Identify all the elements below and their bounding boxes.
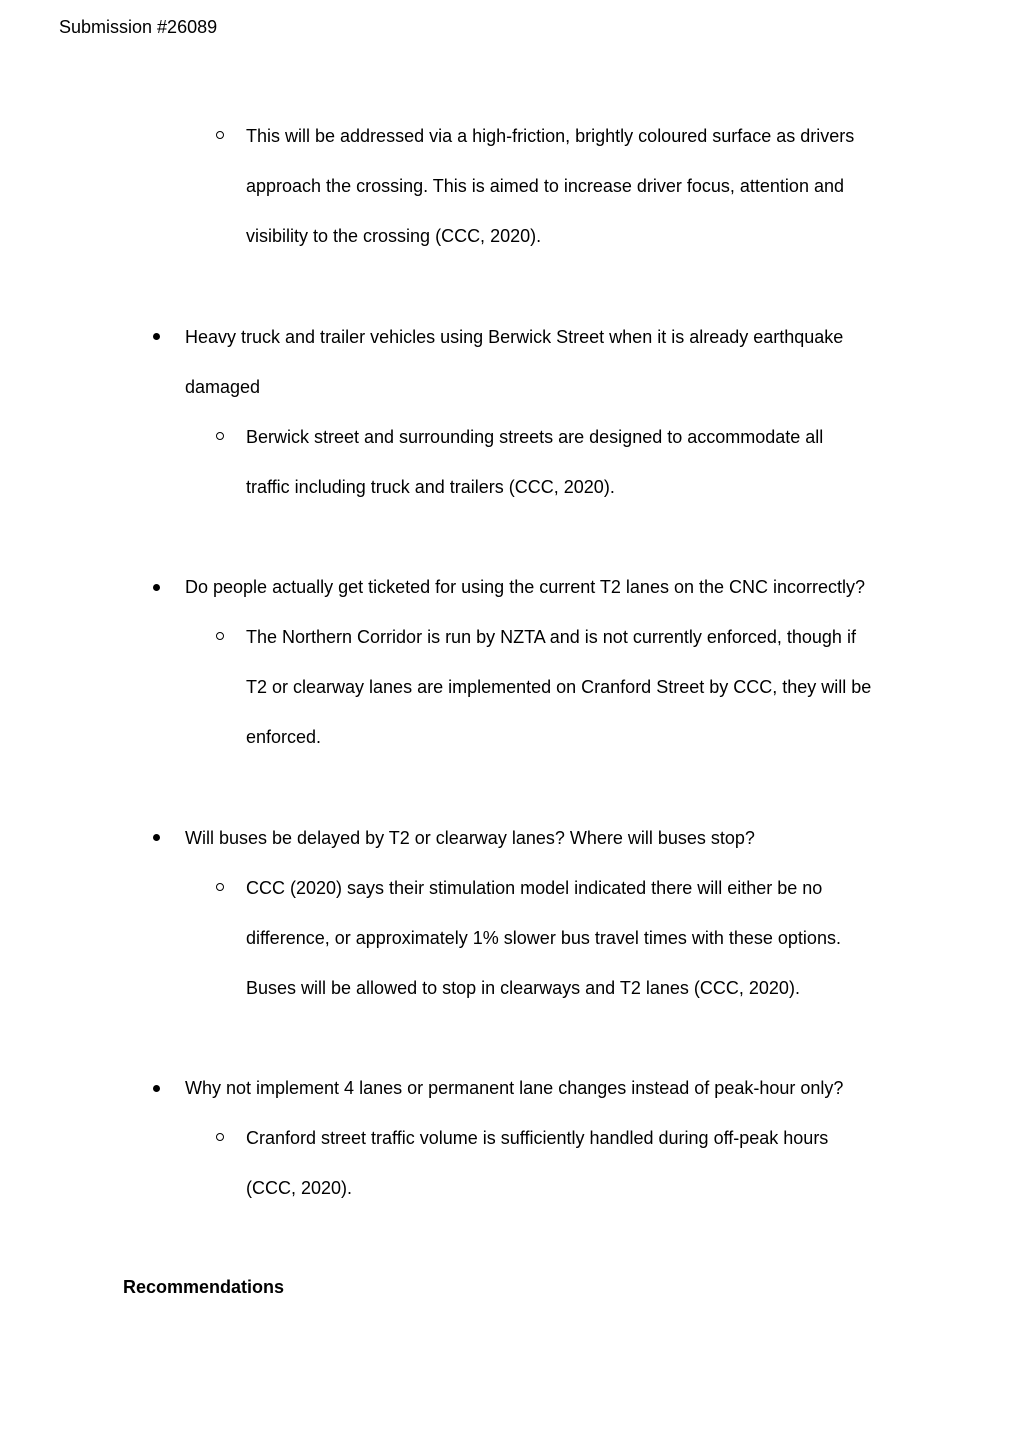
bullet-text-line: Will buses be delayed by T2 or clearway lanes? Where will buses stop? (185, 828, 755, 848)
bullet-icon (153, 584, 160, 591)
bullet-text-line: Heavy truck and trailer vehicles using Berwick Street when it is already earthquake (185, 327, 844, 347)
sub-text-line: The Northern Corridor is run by NZTA and is not currently enforced, though if (246, 627, 856, 647)
sub-bullet-icon (216, 131, 224, 139)
sub-text-line: Buses will be allowed to stop in clearways and T2 lanes (CCC, 2020). (246, 978, 800, 998)
sub-bullet-icon (216, 883, 224, 891)
bullet-icon (153, 834, 160, 841)
sub-text-line: traffic including truck and trailers (CCC, 2020). (246, 477, 615, 497)
sub-text-line: (CCC, 2020). (246, 1178, 353, 1198)
sub-text-line: enforced. (246, 727, 322, 747)
bullet-icon (153, 333, 160, 340)
sub-text-line: T2 or clearway lanes are implemented on Cranford Street by CCC, they will be (246, 677, 872, 697)
recommendations-heading: Recommendations (123, 1277, 285, 1297)
sub-text-line: Berwick street and surrounding streets are designed to accommodate all (246, 427, 824, 447)
sub-bullet-icon (216, 432, 224, 440)
bullet-icon (153, 1085, 160, 1092)
bullet-text-line: damaged (185, 377, 261, 397)
bullet-text-line: Why not implement 4 lanes or permanent lane changes instead of peak-hour only? (185, 1078, 844, 1098)
sub-text-line: difference, or approximately 1% slower bus travel times with these options. (246, 928, 841, 948)
sub-bullet-icon (216, 632, 224, 640)
bullet-text-line: Do people actually get ticketed for using the current T2 lanes on the CNC incorrectly? (185, 577, 866, 597)
sub-text-line: This will be addressed via a high-friction, brightly coloured surface as drivers (246, 126, 855, 146)
sub-text-line: Cranford street traffic volume is sufficiently handled during off-peak hours (246, 1128, 829, 1148)
sub-bullet-icon (216, 1133, 224, 1141)
submission-header: Submission #26089 (59, 17, 218, 37)
sub-text-line: visibility to the crossing (CCC, 2020). (246, 226, 542, 246)
sub-text-line: approach the crossing. This is aimed to increase driver focus, attention and (246, 176, 844, 196)
sub-text-line: CCC (2020) says their stimulation model indicated there will either be no (246, 878, 823, 898)
